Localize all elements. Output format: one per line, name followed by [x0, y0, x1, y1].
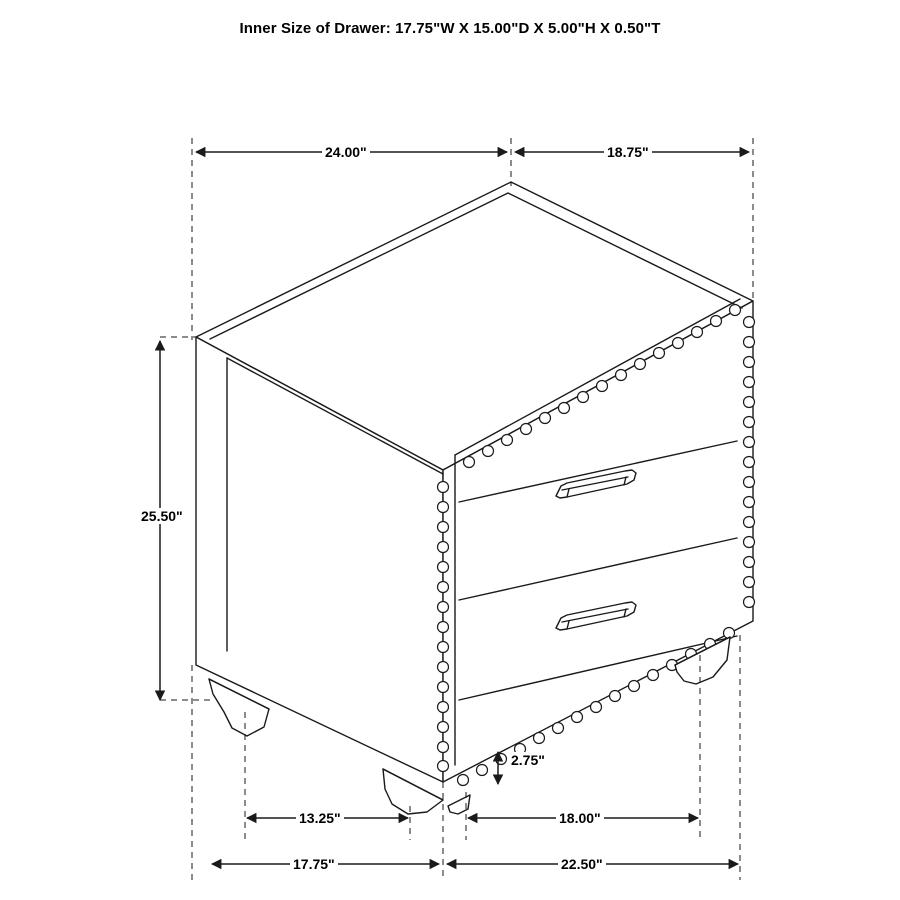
page-title: Inner Size of Drawer: 17.75"W X 15.00"D X 5.00"H X 0.50"T — [239, 20, 661, 37]
dimension-label-bottom-outer-left: 17.75" — [290, 856, 338, 872]
dimension-label-bottom-inner-right: 18.00" — [556, 810, 604, 826]
dimension-label-top-right: 18.75" — [604, 144, 652, 160]
dimension-label-leg-height: 2.75" — [508, 752, 548, 768]
dimension-label-height-left: 25.50" — [138, 508, 186, 524]
dimension-label-top-left: 24.00" — [322, 144, 370, 160]
dimension-label-bottom-outer-right: 22.50" — [558, 856, 606, 872]
dimension-label-bottom-inner-left: 13.25" — [296, 810, 344, 826]
